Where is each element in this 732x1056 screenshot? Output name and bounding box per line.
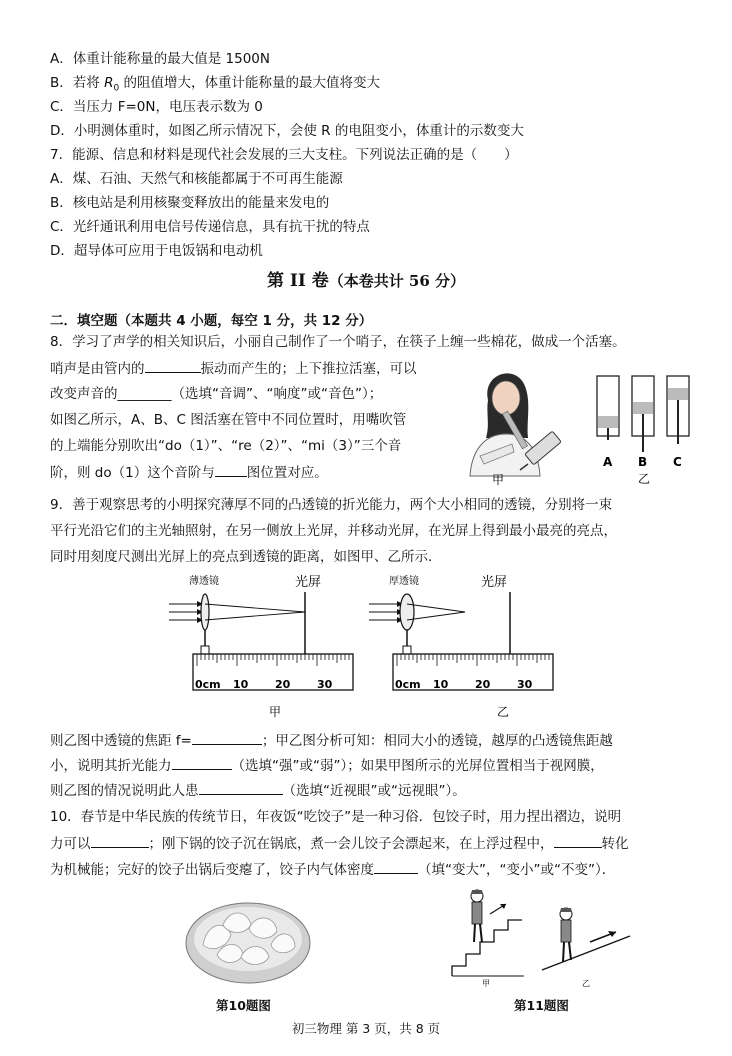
thin-lens: [201, 594, 209, 630]
fig11-stairs-slope: [444, 882, 634, 990]
tube-c: [667, 376, 689, 444]
ruler-jia-20: 20: [275, 678, 291, 691]
q7-option-d: D．超导体可应用于电饭锅和电动机: [50, 243, 263, 259]
part2-title-sub: （本卷共计 56 分）: [328, 272, 466, 290]
screen-label-yi: 光屏: [481, 575, 508, 590]
q10-line2c: 转化: [601, 836, 629, 852]
q8-line6b: 图位置对应。: [246, 465, 328, 481]
screen-label-jia: 光屏: [295, 575, 322, 590]
q9-line4b: ；甲乙图分析可知：相同大小的透镜，越厚的凸透镜焦距越: [261, 733, 613, 749]
ruler-yi-10: 10: [433, 678, 449, 691]
thin-lens-label: 薄透镜: [189, 576, 219, 587]
q9-line4a: 则乙图中透镜的焦距 f=: [50, 733, 192, 749]
q8-line1: 8．学习了声学的相关知识后，小丽自己制作了一个哨子，在筷子上缠一些棉花，做成一个活塞。: [50, 334, 626, 350]
q8-line5: 的上端能分别吹出“do（1）”、“re（2）”、“mi（3）”三个音: [50, 438, 402, 454]
q10-line1: 10．春节是中华民族的传统节日，年夜饭“吃饺子”是一种习俗．包饺子时，用力捏出褶边，说明: [50, 809, 622, 825]
q6-option-b-post: 的阻值增大，体重计能称量的最大值将变大: [119, 75, 380, 91]
fig11-stairs: [452, 890, 524, 988]
q7-stem: 7．能源、信息和材料是现代社会发展的三大支柱。下列说法正确的是（ ）: [50, 147, 518, 163]
q9-blank3[interactable]: [199, 781, 283, 795]
fig10-dumplings: [183, 895, 313, 987]
ruler-yi-20: 20: [475, 678, 491, 691]
q6-option-b-sub: 0: [113, 83, 120, 94]
q9-line6a: 则乙图的情况说明此人患: [50, 783, 199, 799]
q9-caption-yi: 乙: [497, 705, 510, 719]
tube-b: [632, 376, 654, 452]
q8-figure-yi: [592, 372, 692, 488]
q6-option-d: D．小明测体重时，如图乙所示情况下，会使 R 的电阻变小，体重计的示数变大: [50, 123, 524, 139]
q7-option-a: A．煤、石油、天然气和核能都属于不可再生能源: [50, 171, 343, 187]
tube-c-label: C: [673, 455, 682, 469]
ruler-jia-30: 30: [317, 678, 333, 691]
q10-line3: [50, 860, 615, 879]
ruler-yi-0: 0cm: [395, 678, 421, 691]
q8-line2b: 振动而产生的；上下推拉活塞，可以: [200, 361, 417, 377]
q9-blank2[interactable]: [172, 756, 232, 770]
thick-lens: [400, 594, 414, 630]
q6-option-a: A．体重计能称量的最大值是 1500N: [50, 51, 270, 67]
q6-option-b-pre: B．若将: [50, 75, 105, 91]
q9-figures: [165, 570, 565, 720]
q9-diagram-jia: [169, 574, 353, 719]
q9-line6: [50, 781, 466, 800]
q9-blank1[interactable]: [192, 731, 262, 745]
thick-lens-label: 厚透镜: [389, 576, 419, 587]
q10-line3a: 为机械能；完好的饺子出锅后变瘪了，饺子内气体密度: [50, 862, 374, 878]
q9-line3: 同时用刻度尺测出光屏上的亮点到透镜的距离，如图甲、乙所示．: [50, 549, 442, 565]
tube-a-label: A: [603, 455, 613, 469]
q10-blank3[interactable]: [374, 860, 418, 874]
q8-figure-jia: [458, 360, 578, 488]
q8-line6: [50, 463, 328, 482]
q7-option-b: B．核电站是利用核聚变释放出的能量来发电的: [50, 195, 330, 211]
part2-title-main: 第 II 卷: [266, 271, 329, 291]
ruler-yi-30: 30: [517, 678, 533, 691]
q10-line3b: （填“变大”，“变小”或“不变”）．: [418, 862, 616, 878]
fig10-caption: 第10题图: [216, 998, 271, 1013]
q10-blank1[interactable]: [91, 834, 149, 848]
q9-line5: [50, 756, 604, 775]
q9-caption-jia: 甲: [269, 705, 282, 719]
fig11-jia-label: 甲: [482, 979, 490, 988]
page-footer: 初三物理 第 3 页，共 8 页: [291, 1021, 441, 1036]
q10-line2: [50, 834, 629, 853]
tube-a: [597, 376, 619, 440]
q6-option-c: C．当压力 F=0N，电压表示数为 0: [50, 99, 263, 115]
q8-figure-yi-label: 乙: [638, 472, 651, 486]
q9-line5a: 小，说明其折光能力: [50, 758, 172, 774]
part2-title: [0, 266, 732, 291]
q10-blank2[interactable]: [554, 834, 602, 848]
q9-line1: 9．善于观察思考的小明探究薄厚不同的凸透镜的折光能力，两个大小相同的透镜，分别将一束: [50, 497, 613, 513]
q8-line6a: 阶，则 do（1）这个音阶与: [50, 465, 215, 481]
q6-option-b-var: R: [104, 75, 114, 91]
ruler-jia-10: 10: [233, 678, 249, 691]
q10-line2a: 力可以: [50, 836, 91, 852]
q9-diagram-yi: [369, 574, 553, 719]
q9-line4: [50, 731, 613, 750]
q9-line5b: （选填“强”或“弱”）；如果甲图所示的光屏位置相当于视网膜，: [231, 758, 604, 774]
q7-option-c: C．光纤通讯利用电信号传递信息，具有抗干扰的特点: [50, 219, 370, 235]
q9-line2: 平行光沿它们的主光轴照射，在另一侧放上光屏，并移动光屏，在光屏上得到最小最亮的亮点，: [50, 523, 617, 539]
q9-line6b: （选填“近视眼”或“远视眼”）。: [282, 783, 466, 799]
ruler-jia-0: 0cm: [195, 678, 221, 691]
q8-blank3[interactable]: [215, 463, 247, 477]
q8-figure-jia-label: 甲: [492, 473, 505, 487]
q10-line2b: ；刚下锅的饺子沉在锅底，煮一会儿饺子会漂起来，在上浮过程中，: [148, 836, 554, 852]
fig11-caption: 第11题图: [514, 998, 569, 1013]
q8-line2a: 哨声是由管内的: [50, 361, 145, 377]
q6-option-b: [50, 74, 380, 98]
fig11-yi-label: 乙: [582, 979, 590, 988]
q8-line2: [50, 359, 417, 378]
q8-line3: 改变声音的________（选填“音调”、“响度”或“音色”）；: [50, 386, 383, 402]
q8-line4: 如图乙所示，A、B、C 图活塞在管中不同位置时，用嘴吹管: [50, 412, 407, 428]
tube-b-label: B: [638, 455, 648, 469]
q8-blank1[interactable]: [145, 359, 201, 373]
fig11-slope: [542, 908, 630, 988]
section-heading: 二．填空题（本题共 4 小题，每空 1 分，共 12 分）: [50, 313, 373, 329]
